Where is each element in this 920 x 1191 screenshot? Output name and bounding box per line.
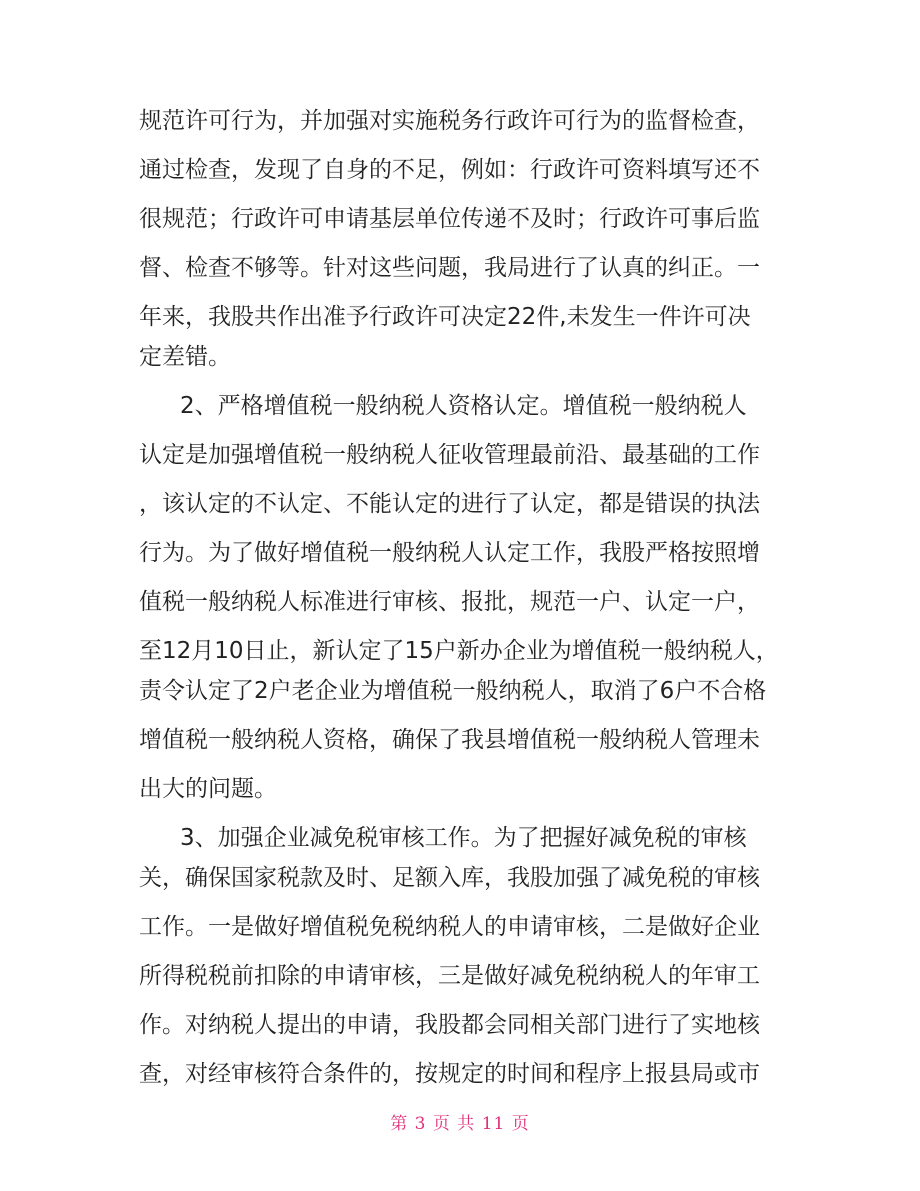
page-footer bbox=[0, 1112, 920, 1136]
text-line: 出大的问题。 bbox=[139, 776, 277, 802]
current-page-number: 3 bbox=[414, 1114, 427, 1134]
footer-middle: 页 共 bbox=[432, 1114, 476, 1134]
text-line: 值税一般纳税人标准进行审核、报批，规范一户、认定一户， bbox=[139, 589, 760, 615]
text-line: 行为。为了做好增值税一般纳税人认定工作，我股严格按照增 bbox=[139, 540, 760, 566]
text-line: 至12月10日止，新认定了15户新办企业为增值税一般纳税人， bbox=[139, 638, 779, 664]
text-line: 通过检查，发现了自身的不足，例如：行政许可资料填写还不 bbox=[139, 157, 760, 183]
footer-suffix: 页 bbox=[511, 1114, 530, 1134]
text-line: ，该认定的不认定、不能认定的进行了认定，都是错误的执法 bbox=[139, 491, 760, 517]
text-line: 作。对纳税人提出的申请，我股都会同相关部门进行了实地核 bbox=[139, 1012, 760, 1038]
text-line: 认定是加强增值税一般纳税人征收管理最前沿、最基础的工作 bbox=[139, 442, 760, 468]
paragraph-first-line: 2、严格增值税一般纳税人资格认定。增值税一般纳税人 bbox=[180, 393, 747, 419]
paragraph-first-line: 3、加强企业减免税审核工作。为了把握好减免税的审核 bbox=[180, 825, 747, 851]
text-line: 定差错。 bbox=[139, 344, 231, 370]
text-line: 规范许可行为，并加强对实施税务行政许可行为的监督检查， bbox=[139, 108, 760, 134]
footer-prefix: 第 bbox=[390, 1114, 409, 1134]
total-pages-number: 11 bbox=[481, 1114, 506, 1134]
text-line: 责令认定了2户老企业为增值税一般纳税人，取消了6户不合格 bbox=[139, 678, 767, 704]
text-line: 关，确保国家税款及时、足额入库，我股加强了减免税的审核 bbox=[139, 865, 760, 891]
text-line: 查，对经审核符合条件的，按规定的时间和程序上报县局或市 bbox=[139, 1061, 760, 1087]
text-line: 很规范；行政许可申请基层单位传递不及时；行政许可事后监 bbox=[139, 206, 760, 232]
text-line: 年来，我股共作出准予行政许可决定22件,未发生一件许可决 bbox=[139, 304, 751, 330]
text-line: 所得税税前扣除的申请审核，三是做好减免税纳税人的年审工 bbox=[139, 963, 760, 989]
text-line: 督、检查不够等。针对这些问题，我局进行了认真的纠正。一 bbox=[139, 255, 760, 281]
text-line: 增值税一般纳税人资格，确保了我县增值税一般纳税人管理未 bbox=[139, 727, 760, 753]
text-line: 工作。一是做好增值税免税纳税人的申请审核，二是做好企业 bbox=[139, 914, 760, 940]
